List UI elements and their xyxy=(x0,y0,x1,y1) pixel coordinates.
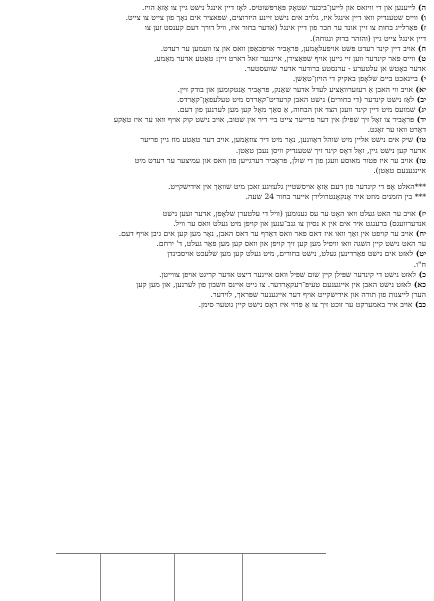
text-line xyxy=(10,182,426,192)
text-line xyxy=(10,135,426,145)
text-line xyxy=(10,3,426,13)
item-number: כב) xyxy=(412,300,426,310)
item-number: יז) xyxy=(415,208,426,218)
line-text: *** בין הזמנים מוזט איר אָנקאָנטרולירן אייער בחור 24 שעה. xyxy=(245,192,426,202)
text-line xyxy=(10,249,426,259)
text-line xyxy=(10,74,426,84)
text-line xyxy=(10,260,426,270)
line-text: ער האט נישט קיין השגה וואו וויפיל מען קען זיך קויפן און וואס קען מען פאַר געלט, ד' ירחם. xyxy=(156,239,426,249)
text-line xyxy=(10,105,426,115)
line-text: אנדערוועגס) ברענגט איר אים אין א נסיון צו גנב־ענען און קויפן מיט געלט וואס ער וויל. xyxy=(173,218,426,228)
text-line xyxy=(10,209,426,219)
line-text: לאזט אים נישט פאַרדינען געלט, נישט בחורים, מיט געלט קען מען שלעכט אויסבינדן xyxy=(167,249,414,259)
text-line xyxy=(10,166,426,176)
line-text: לאזט נישט די קינדער שפּילן קיין שום שפּיל וואס איינער דיצט אדער קריגט אויפן צווייטן. xyxy=(159,269,417,279)
line-text: ווייס פאר קינדער ווען זיי גייען אויף שפּאַצירן, אייננער זאל דארט זיין: טאַטע אדער מאַמע, xyxy=(154,53,416,63)
item-number: יב) xyxy=(414,94,426,104)
text-line xyxy=(10,290,426,300)
line-text: שמועס מיט דיין קינד וועגן הצד און הבחוה, אַ סאַך מאָל קען מען לערנען פון דעם. xyxy=(177,104,416,114)
text-line xyxy=(10,300,426,310)
text-line xyxy=(10,23,426,33)
text-line xyxy=(10,85,426,95)
line-text: אויב דיין קינד רעדט פּשט אויפעלאָמען, פּראָביר אויפכאַפּן וואס און צו וועמען ער רעדט. xyxy=(160,43,416,53)
item-number: יא) xyxy=(412,84,426,94)
line-text: אויב ווי האבן אַ רעזערוואַציע לעדל אדער שאַנק, פּראָביר אַנטקומען און בודק זיין. xyxy=(177,84,413,94)
text-line xyxy=(10,64,426,74)
line-text: אויב ער קויפט אין זאַך וואו איז דאס פאר וואס דאַרף ער דאס האבן, נאָר מען קען אים גיבן אויף דעם. xyxy=(118,228,414,238)
document-body xyxy=(10,3,426,310)
line-text: ביינאכט ביים שלאָפן באקיק די הויזן־טאַשן. xyxy=(292,74,418,84)
item-number: טז) xyxy=(413,155,426,165)
item-number: ח) xyxy=(415,43,426,53)
text-line xyxy=(10,146,426,156)
line-text: אדער כאָטש אן עלטערע - ערנסטע ברודער אדער שוועסטער. xyxy=(244,64,426,74)
line-text: דאַרט וואו ער זאָגט. xyxy=(367,125,426,135)
item-number: יח) xyxy=(413,228,426,238)
line-text: ווייס שטענדיק וואו דיין אינגל איז, גלויב אים נישט זיינע היזרוצים, שפאציר אים נאָך פון צייט צו צייט. xyxy=(125,13,418,23)
text-line xyxy=(10,280,426,290)
text-line xyxy=(10,54,426,64)
line-text: פּראָביר צו זאָל זיך שפּילן אין דער פרייער צייט ביי דיר אין שטוב, אויב נישט קוק אויף וואו ער איז טאַקע xyxy=(113,115,415,125)
footer-table xyxy=(56,553,326,601)
table-divider xyxy=(100,554,101,601)
item-number: ה) xyxy=(415,3,426,12)
text-line xyxy=(10,34,426,44)
line-text: הערן לייצנות פון תורה און אידישקייט אויף דער אייגענער שפּראך, לוידער. xyxy=(210,290,426,300)
item-number: ט) xyxy=(415,53,426,63)
line-text: שיק אים נישט אליין מיט שוהל דאַוונען, נאָר מיט דיר צוזאַמען, אויב דער טאַטע מוז גיין פריער xyxy=(140,135,414,145)
line-text: אויב איר באמערקט ער זוכט זיך צו אַ פרוי איז דאָס נישט קיין גוטער סימן. xyxy=(198,300,413,310)
text-line xyxy=(10,13,426,23)
item-number: כא) xyxy=(411,279,426,289)
text-line xyxy=(10,115,426,125)
line-text: אויב ער האט געלט וואו האָט ער עס גענומען (וויל די עלטערן שלאָפן, אדער זעען נישט xyxy=(162,208,416,218)
item-number: יג) xyxy=(415,104,426,114)
line-text: לאַז נישט קינדער (די בחורים) נישט האבן קרעדיט־קאַרדס מיט טעלעפאָן־קאַרדס. xyxy=(176,94,415,104)
item-number: יד) xyxy=(414,115,426,125)
item-number: כ) xyxy=(416,269,426,279)
item-number: יט) xyxy=(413,249,426,259)
text-line xyxy=(10,95,426,105)
text-line xyxy=(10,229,426,239)
line-text: אדער קען נישט גיין, זאָל דאָס קינד זיך שטענדיק וויסן נעבן טאַטן. xyxy=(235,145,426,155)
line-text: לאזט נישט האבן אין אייגענעם טעיפּ־רעקאָרדער. צו גייט איינס חשבון פון לערנען, און מען קען xyxy=(136,279,412,289)
item-number: טו) xyxy=(413,135,426,145)
line-text: ח"ו. xyxy=(413,259,426,269)
text-line xyxy=(10,270,426,280)
text-line xyxy=(10,44,426,54)
line-text: לייענען און די וויזאס און לייען־ביכער שטאָק פּאַרפּשוטיס. לאָז דיין אינגל נישט גיין צו אַזאַ הויז. xyxy=(142,3,416,12)
text-line xyxy=(10,156,426,166)
text-line xyxy=(10,219,426,229)
line-text: פּאַרלייג בחות צו זיין אונד ער חבר פון דיין אינגל (אדער בחור איז, וויל דורך דעם קענסט זען צו xyxy=(144,23,418,33)
line-text: ***האלט אָפּ די קינדער פון דעם אַזאָ אויסשטיין גלעזיגע זאכן מיט שוואַך אין אידישקייט. xyxy=(167,182,426,192)
item-number: י) xyxy=(417,74,426,84)
line-text: דיין אינגל צייט גיין (והזהר בדוק ונגוחה). xyxy=(309,33,426,43)
line-text: אויב ער איז פּטור מאוסע וועגן פון די שולן, פּראָביר דערגייען פון וואס און עמיצער ער רעדט מיט xyxy=(134,155,414,165)
text-line xyxy=(10,125,426,135)
text-line xyxy=(10,239,426,249)
item-number: ו) xyxy=(417,13,426,23)
line-text: איינגענעם טאַטן). xyxy=(373,166,426,175)
text-line xyxy=(10,192,426,202)
table-divider xyxy=(174,554,175,601)
item-number: ז) xyxy=(417,23,426,33)
table-divider xyxy=(242,554,243,601)
